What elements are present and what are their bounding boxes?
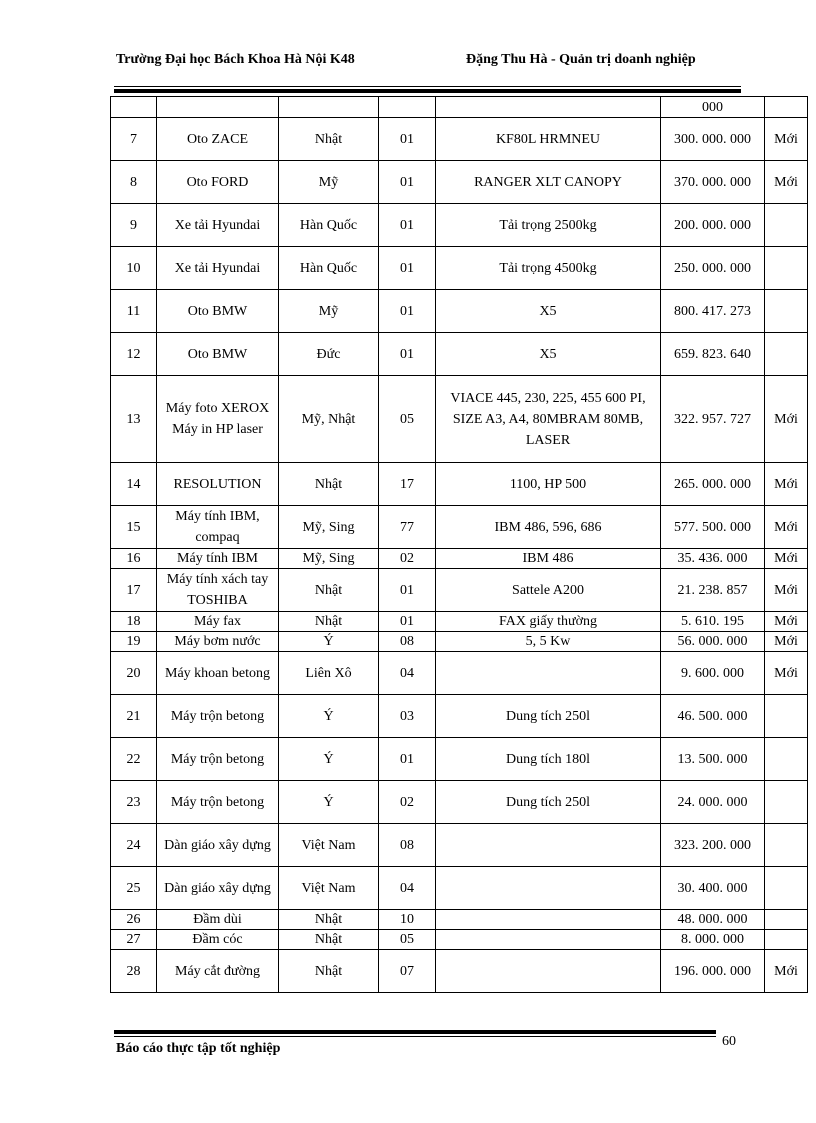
cell-spec xyxy=(436,930,661,950)
cell-note xyxy=(765,695,808,738)
cell-spec: RANGER XLT CANOPY xyxy=(436,161,661,204)
cell-country: Nhật xyxy=(279,950,379,993)
cell-price: 9. 600. 000 xyxy=(661,652,765,695)
cell-country: Hàn Quốc xyxy=(279,204,379,247)
cell-country: Ý xyxy=(279,781,379,824)
cell-qty: 07 xyxy=(379,950,436,993)
cell-qty: 03 xyxy=(379,695,436,738)
cell-spec: KF80L HRMNEU xyxy=(436,118,661,161)
cell-country: Mỹ, Sing xyxy=(279,506,379,549)
cell-name: Xe tải Hyundai xyxy=(157,247,279,290)
cell-note xyxy=(765,290,808,333)
cell-qty: 05 xyxy=(379,376,436,463)
cell-spec: Dung tích 250l xyxy=(436,781,661,824)
cell-stt: 7 xyxy=(111,118,157,161)
table-body xyxy=(111,97,808,993)
cell-name: Máy trộn betong xyxy=(157,738,279,781)
cell-note xyxy=(765,247,808,290)
cell-spec xyxy=(436,910,661,930)
cell-note xyxy=(765,204,808,247)
table-row xyxy=(111,569,808,612)
cell-country: Mỹ xyxy=(279,161,379,204)
table-row xyxy=(111,161,808,204)
cell-qty: 01 xyxy=(379,290,436,333)
cell-stt: 26 xyxy=(111,910,157,930)
cell-note xyxy=(765,910,808,930)
cell-spec: X5 xyxy=(436,333,661,376)
table-row xyxy=(111,549,808,569)
cell-stt: 23 xyxy=(111,781,157,824)
cell-name: Máy tính xách tay TOSHIBA xyxy=(157,569,279,612)
table-row xyxy=(111,695,808,738)
cell-note: Mới xyxy=(765,506,808,549)
cell-country: Ý xyxy=(279,632,379,652)
cell-spec: Dung tích 180l xyxy=(436,738,661,781)
page-number: 60 xyxy=(722,1034,736,1049)
cell-note xyxy=(765,738,808,781)
table-row xyxy=(111,867,808,910)
table-row xyxy=(111,781,808,824)
table-row xyxy=(111,247,808,290)
cell-country: Nhật xyxy=(279,910,379,930)
cell-note: Mới xyxy=(765,569,808,612)
cell-country: Nhật xyxy=(279,463,379,506)
cell-country: Nhật xyxy=(279,930,379,950)
cell-name: Máy cắt đường xyxy=(157,950,279,993)
cell-country: Nhật xyxy=(279,612,379,632)
cell-spec: Tải trọng 2500kg xyxy=(436,204,661,247)
cell-name: Oto ZACE xyxy=(157,118,279,161)
table-row xyxy=(111,738,808,781)
table-row xyxy=(111,97,808,118)
cell-spec: Tải trọng 4500kg xyxy=(436,247,661,290)
cell-note: Mới xyxy=(765,463,808,506)
cell-name: Oto FORD xyxy=(157,161,279,204)
table-row xyxy=(111,824,808,867)
cell-qty: 01 xyxy=(379,333,436,376)
cell-stt: 11 xyxy=(111,290,157,333)
table-row xyxy=(111,290,808,333)
cell-price: 577. 500. 000 xyxy=(661,506,765,549)
cell-price: 46. 500. 000 xyxy=(661,695,765,738)
cell-country: Mỹ, Nhật xyxy=(279,376,379,463)
cell-country: Mỹ, Sing xyxy=(279,549,379,569)
cell-stt: 10 xyxy=(111,247,157,290)
cell-price: 196. 000. 000 xyxy=(661,950,765,993)
cell-note xyxy=(765,97,808,118)
cell-price: 265. 000. 000 xyxy=(661,463,765,506)
cell-qty: 08 xyxy=(379,632,436,652)
cell-country: Liên Xô xyxy=(279,652,379,695)
cell-price: 322. 957. 727 xyxy=(661,376,765,463)
cell-qty: 01 xyxy=(379,161,436,204)
cell-stt: 21 xyxy=(111,695,157,738)
cell-price: 35. 436. 000 xyxy=(661,549,765,569)
header-rule-thin xyxy=(114,86,741,87)
cell-spec: IBM 486 xyxy=(436,549,661,569)
cell-note: Mới xyxy=(765,549,808,569)
cell-country: Mỹ xyxy=(279,290,379,333)
table-row xyxy=(111,910,808,930)
cell-spec: Dung tích 250l xyxy=(436,695,661,738)
cell-spec: VIACE 445, 230, 225, 455 600 PI, SIZE A3, A4, 80MBRAM 80MB, LASER xyxy=(436,376,661,463)
table-row xyxy=(111,506,808,549)
cell-country: Ý xyxy=(279,695,379,738)
equipment-table xyxy=(110,96,808,993)
cell-name: Oto BMW xyxy=(157,290,279,333)
table-row xyxy=(111,652,808,695)
cell-country: Ý xyxy=(279,738,379,781)
cell-qty: 02 xyxy=(379,781,436,824)
cell-stt: 18 xyxy=(111,612,157,632)
cell-price: 323. 200. 000 xyxy=(661,824,765,867)
cell-country: Đức xyxy=(279,333,379,376)
cell-price: 300. 000. 000 xyxy=(661,118,765,161)
cell-price: 5. 610. 195 xyxy=(661,612,765,632)
cell-spec xyxy=(436,652,661,695)
cell-stt: 14 xyxy=(111,463,157,506)
cell-name: Dàn giáo xây dựng xyxy=(157,824,279,867)
table-row xyxy=(111,612,808,632)
cell-note xyxy=(765,781,808,824)
cell-spec: 5, 5 Kw xyxy=(436,632,661,652)
cell-note: Mới xyxy=(765,612,808,632)
cell-note: Mới xyxy=(765,652,808,695)
table-row xyxy=(111,204,808,247)
cell-stt: 16 xyxy=(111,549,157,569)
cell-qty: 01 xyxy=(379,738,436,781)
table-row xyxy=(111,930,808,950)
cell-stt: 24 xyxy=(111,824,157,867)
cell-spec xyxy=(436,824,661,867)
cell-qty xyxy=(379,97,436,118)
cell-stt: 20 xyxy=(111,652,157,695)
cell-qty: 77 xyxy=(379,506,436,549)
cell-stt: 25 xyxy=(111,867,157,910)
cell-name: Máy foto XEROX Máy in HP laser xyxy=(157,376,279,463)
cell-price: 200. 000. 000 xyxy=(661,204,765,247)
cell-country: Nhật xyxy=(279,569,379,612)
cell-qty: 17 xyxy=(379,463,436,506)
cell-note xyxy=(765,930,808,950)
header-left: Trường Đại học Bách Khoa Hà Nội K48 xyxy=(116,52,355,67)
cell-name: Máy tính IBM, compaq xyxy=(157,506,279,549)
cell-qty: 01 xyxy=(379,569,436,612)
cell-qty: 10 xyxy=(379,910,436,930)
cell-stt: 17 xyxy=(111,569,157,612)
cell-qty: 04 xyxy=(379,652,436,695)
cell-country: Việt Nam xyxy=(279,867,379,910)
cell-stt: 9 xyxy=(111,204,157,247)
cell-qty: 02 xyxy=(379,549,436,569)
cell-note: Mới xyxy=(765,950,808,993)
cell-stt: 13 xyxy=(111,376,157,463)
header-rule-thick xyxy=(114,89,741,93)
cell-stt: 27 xyxy=(111,930,157,950)
cell-spec: 1100, HP 500 xyxy=(436,463,661,506)
cell-price: 000 xyxy=(661,97,765,118)
cell-stt: 15 xyxy=(111,506,157,549)
cell-note: Mới xyxy=(765,161,808,204)
cell-name: Dàn giáo xây dựng xyxy=(157,867,279,910)
cell-name: Đầm dùi xyxy=(157,910,279,930)
header-right: Đặng Thu Hà - Quản trị doanh nghiệp xyxy=(466,52,696,67)
table-row xyxy=(111,376,808,463)
cell-price: 13. 500. 000 xyxy=(661,738,765,781)
table-row xyxy=(111,333,808,376)
footer-rule-thin xyxy=(114,1036,716,1037)
cell-qty: 01 xyxy=(379,247,436,290)
cell-price: 56. 000. 000 xyxy=(661,632,765,652)
cell-qty: 08 xyxy=(379,824,436,867)
cell-name: Oto BMW xyxy=(157,333,279,376)
cell-qty: 01 xyxy=(379,118,436,161)
cell-qty: 05 xyxy=(379,930,436,950)
cell-country: Việt Nam xyxy=(279,824,379,867)
cell-stt: 19 xyxy=(111,632,157,652)
cell-note: Mới xyxy=(765,376,808,463)
cell-name: Máy bơm nước xyxy=(157,632,279,652)
cell-country xyxy=(279,97,379,118)
table-row xyxy=(111,950,808,993)
cell-qty: 01 xyxy=(379,612,436,632)
cell-price: 8. 000. 000 xyxy=(661,930,765,950)
cell-country: Nhật xyxy=(279,118,379,161)
cell-price: 48. 000. 000 xyxy=(661,910,765,930)
cell-name: Máy trộn betong xyxy=(157,781,279,824)
cell-price: 24. 000. 000 xyxy=(661,781,765,824)
cell-price: 800. 417. 273 xyxy=(661,290,765,333)
cell-note: Mới xyxy=(765,118,808,161)
cell-name: Máy khoan betong xyxy=(157,652,279,695)
table-row xyxy=(111,632,808,652)
footer-rule-thick xyxy=(114,1030,716,1034)
cell-note xyxy=(765,333,808,376)
footer-title: Báo cáo thực tập tốt nghiệp xyxy=(116,1041,281,1056)
table-row xyxy=(111,118,808,161)
cell-name: Máy trộn betong xyxy=(157,695,279,738)
cell-name: Máy tính IBM xyxy=(157,549,279,569)
cell-country: Hàn Quốc xyxy=(279,247,379,290)
cell-name: Đầm cóc xyxy=(157,930,279,950)
cell-name: Máy fax xyxy=(157,612,279,632)
cell-spec xyxy=(436,950,661,993)
cell-qty: 01 xyxy=(379,204,436,247)
cell-stt: 22 xyxy=(111,738,157,781)
cell-name: Xe tải Hyundai xyxy=(157,204,279,247)
cell-note xyxy=(765,824,808,867)
cell-spec xyxy=(436,867,661,910)
table-row xyxy=(111,463,808,506)
cell-spec: X5 xyxy=(436,290,661,333)
cell-price: 30. 400. 000 xyxy=(661,867,765,910)
cell-spec: IBM 486, 596, 686 xyxy=(436,506,661,549)
cell-name xyxy=(157,97,279,118)
cell-price: 659. 823. 640 xyxy=(661,333,765,376)
cell-qty: 04 xyxy=(379,867,436,910)
cell-spec: Sattele A200 xyxy=(436,569,661,612)
cell-note: Mới xyxy=(765,632,808,652)
cell-stt: 12 xyxy=(111,333,157,376)
cell-spec: FAX giấy thường xyxy=(436,612,661,632)
cell-note xyxy=(765,867,808,910)
cell-stt xyxy=(111,97,157,118)
cell-price: 370. 000. 000 xyxy=(661,161,765,204)
cell-spec xyxy=(436,97,661,118)
cell-stt: 28 xyxy=(111,950,157,993)
cell-price: 21. 238. 857 xyxy=(661,569,765,612)
cell-stt: 8 xyxy=(111,161,157,204)
cell-price: 250. 000. 000 xyxy=(661,247,765,290)
cell-name: RESOLUTION xyxy=(157,463,279,506)
